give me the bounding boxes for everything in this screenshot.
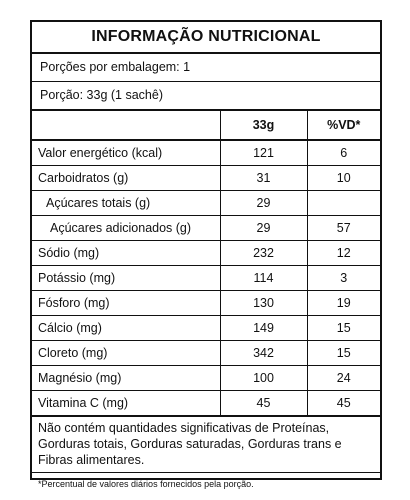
nutrient-name: Açúcares adicionados (g) (32, 216, 220, 241)
table-header-row (32, 111, 380, 140)
nutrient-name: Carboidratos (g) (32, 166, 220, 191)
nutrition-facts-label (30, 20, 382, 489)
table-row (32, 366, 380, 391)
table-row (32, 341, 380, 366)
nutrient-daily-value (307, 191, 380, 216)
nutrient-amount: 45 (220, 391, 307, 417)
label-title: INFORMAÇÃO NUTRICIONAL (32, 22, 380, 54)
nutrient-daily-value: 57 (307, 216, 380, 241)
nutrient-name: Valor energético (kcal) (32, 140, 220, 166)
non-significant-notice: Não contém quantidades significativas de Proteínas, Gorduras totais, Gorduras saturadas, Gorduras trans e Fibras alimentares. (32, 417, 380, 473)
daily-value-footnote: *Percentual de valores diários fornecidos pela porção. (38, 479, 254, 489)
nutrient-amount: 149 (220, 316, 307, 341)
nutrient-name: Magnésio (mg) (32, 366, 220, 391)
header-daily-value: %VD* (307, 111, 380, 140)
nutrient-daily-value: 15 (307, 341, 380, 366)
nutrition-table (32, 111, 380, 417)
nutrient-amount: 29 (220, 216, 307, 241)
servings-per-package: Porções por embalagem: 1 (32, 54, 380, 82)
table-row (32, 241, 380, 266)
nutrient-name: Fósforo (mg) (32, 291, 220, 316)
table-row (32, 316, 380, 341)
nutrient-name: Potássio (mg) (32, 266, 220, 291)
nutrient-amount: 130 (220, 291, 307, 316)
table-row (32, 191, 380, 216)
nutrient-amount: 31 (220, 166, 307, 191)
nutrient-name: Vitamina C (mg) (32, 391, 220, 417)
nutrient-name: Cloreto (mg) (32, 341, 220, 366)
table-row (32, 266, 380, 291)
nutrient-amount: 114 (220, 266, 307, 291)
table-row (32, 140, 380, 166)
nutrient-amount: 100 (220, 366, 307, 391)
nutrient-daily-value: 15 (307, 316, 380, 341)
table-row (32, 291, 380, 316)
nutrient-daily-value: 10 (307, 166, 380, 191)
nutrient-daily-value: 6 (307, 140, 380, 166)
nutrient-daily-value: 45 (307, 391, 380, 417)
nutrient-daily-value: 19 (307, 291, 380, 316)
nutrient-daily-value: 3 (307, 266, 380, 291)
nutrient-amount: 121 (220, 140, 307, 166)
table-row (32, 391, 380, 417)
header-nutrient (32, 111, 220, 140)
serving-size: Porção: 33g (1 sachê) (32, 82, 380, 111)
table-row (32, 166, 380, 191)
table-row (32, 216, 380, 241)
nutrient-daily-value: 24 (307, 366, 380, 391)
nutrient-amount: 232 (220, 241, 307, 266)
nutrient-amount: 342 (220, 341, 307, 366)
nutrient-name: Açúcares totais (g) (32, 191, 220, 216)
header-amount: 33g (220, 111, 307, 140)
nutrient-amount: 29 (220, 191, 307, 216)
nutrient-daily-value: 12 (307, 241, 380, 266)
nutrient-name: Cálcio (mg) (32, 316, 220, 341)
nutrient-name: Sódio (mg) (32, 241, 220, 266)
